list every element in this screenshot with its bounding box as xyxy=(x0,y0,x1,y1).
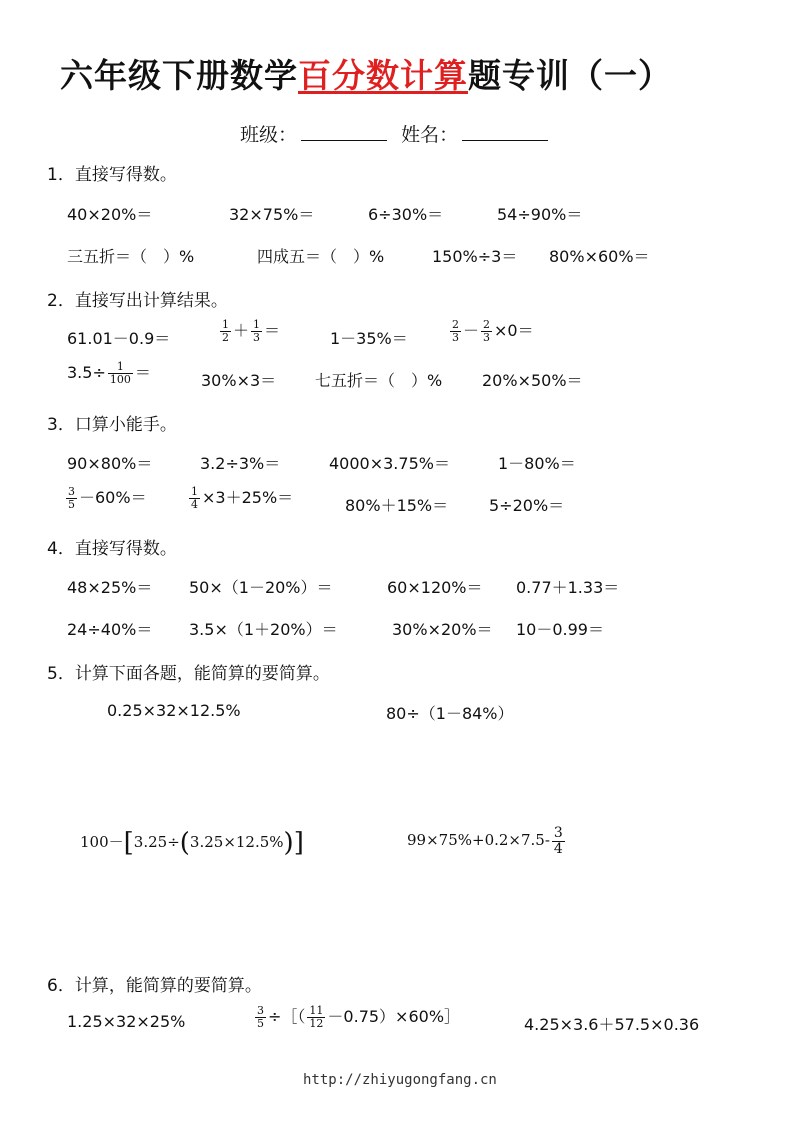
fraction xyxy=(251,319,262,343)
problem: 24÷40%＝ xyxy=(67,620,153,639)
fraction xyxy=(552,826,565,856)
denominator: 2 xyxy=(222,331,229,344)
name-label: 姓名： xyxy=(401,124,459,146)
footer-url[interactable]: http://zhiyugongfang.cn xyxy=(303,1072,497,1088)
problem: 6÷30%＝ xyxy=(368,205,444,224)
numerator: 1 xyxy=(116,360,124,374)
problem: 60×120%＝ xyxy=(387,578,483,597)
name-blank[interactable] xyxy=(462,123,548,141)
problem: 4000×3.75%＝ xyxy=(329,454,450,473)
section-5-heading: 5．计算下面各题，能简算的要简算。 xyxy=(47,664,330,684)
numerator: 1 xyxy=(222,318,229,332)
problem xyxy=(80,828,304,858)
problem: 150%÷3＝ xyxy=(432,247,518,266)
text: －0.75）×60%］ xyxy=(327,1007,461,1026)
denominator: 100 xyxy=(109,373,131,386)
numerator: 11 xyxy=(309,1004,324,1018)
denominator: 4 xyxy=(553,840,563,857)
left-paren: ( xyxy=(179,828,190,858)
operator: ＋ xyxy=(233,321,250,340)
prefix: 100－ xyxy=(80,833,124,851)
student-info xyxy=(240,120,556,147)
denominator: 5 xyxy=(68,498,75,511)
fraction xyxy=(66,486,77,510)
problem: 0.77＋1.33＝ xyxy=(516,578,620,597)
problem: 80%＋15%＝ xyxy=(345,496,449,515)
denominator: 12 xyxy=(309,1017,324,1030)
tail: －60%＝ xyxy=(79,488,147,507)
fraction-problem xyxy=(448,318,534,344)
section-4-heading: 4．直接写得数。 xyxy=(47,539,177,559)
text: ÷［（ xyxy=(268,1007,306,1026)
fraction-problem xyxy=(218,318,280,344)
problem: 三五折＝（ ）% xyxy=(67,247,195,266)
problem: 61.01－0.9＝ xyxy=(67,329,171,348)
problem: 80%×60%＝ xyxy=(549,247,650,266)
title-highlight: 百分数计算 xyxy=(298,56,468,95)
problem: 20%×50%＝ xyxy=(482,371,583,390)
problem: 80÷（1－84%） xyxy=(386,704,514,723)
fraction-problem xyxy=(64,485,147,511)
numerator: 1 xyxy=(253,318,261,332)
title-pre: 六年级下册数学 xyxy=(60,56,298,95)
tail: ×3＋25%＝ xyxy=(202,488,294,507)
problem: 54÷90%＝ xyxy=(497,205,583,224)
fraction xyxy=(220,319,231,343)
page-title xyxy=(60,50,672,97)
numerator: 2 xyxy=(483,318,491,332)
denominator: 3 xyxy=(452,331,459,344)
operator: － xyxy=(463,321,480,340)
section-2-heading: 2．直接写出计算结果。 xyxy=(47,291,228,311)
fraction-problem xyxy=(67,360,151,386)
problem: 5÷20%＝ xyxy=(489,496,565,515)
right-bracket: ] xyxy=(293,828,304,858)
denominator: 3 xyxy=(483,331,491,344)
problem: 1－35%＝ xyxy=(330,329,408,348)
problem: 10－0.99＝ xyxy=(516,620,604,639)
prefix: 99×75%+0.2×7.5- xyxy=(407,831,550,850)
fraction xyxy=(307,1005,325,1029)
problem: 四成五＝（ ）% xyxy=(257,247,385,266)
right-paren: ) xyxy=(283,828,294,858)
class-label: 班级： xyxy=(240,124,298,146)
problem: 七五折＝（ ）% xyxy=(315,371,443,390)
problem: 0.25×32×12.5% xyxy=(107,701,241,720)
problem: 30%×20%＝ xyxy=(392,620,493,639)
problem: 90×80%＝ xyxy=(67,454,153,473)
class-blank[interactable] xyxy=(301,123,387,141)
denominator: 4 xyxy=(191,498,198,511)
equals: ＝ xyxy=(134,363,151,382)
numerator: 3 xyxy=(68,485,75,499)
section-1-heading: 1．直接写得数。 xyxy=(47,165,177,185)
numerator: 3 xyxy=(553,825,563,841)
problem: 30%×3＝ xyxy=(201,371,277,390)
title-post: 题专训（一） xyxy=(468,56,672,95)
fraction xyxy=(108,361,133,385)
fraction-problem xyxy=(253,1004,460,1030)
equals: ＝ xyxy=(264,321,281,340)
inner-b: 3.25×12.5% xyxy=(189,833,284,851)
numerator: 3 xyxy=(257,1004,264,1018)
fraction xyxy=(450,319,461,343)
fraction-problem xyxy=(187,485,293,511)
problem: 32×75%＝ xyxy=(229,205,315,224)
prefix: 3.5÷ xyxy=(67,363,106,382)
problem: 48×25%＝ xyxy=(67,578,153,597)
section-3-heading: 3．口算小能手。 xyxy=(47,415,177,435)
denominator: 3 xyxy=(253,331,261,344)
fraction xyxy=(481,319,492,343)
fraction xyxy=(189,486,200,510)
problem: 1－80%＝ xyxy=(498,454,576,473)
problem: 1.25×32×25% xyxy=(67,1012,186,1031)
denominator: 5 xyxy=(257,1017,264,1030)
tail: ×0＝ xyxy=(494,321,534,340)
fraction xyxy=(255,1005,266,1029)
problem: 3.5×（1＋20%）＝ xyxy=(189,620,338,639)
problem: 50×（1－20%）＝ xyxy=(189,578,333,597)
numerator: 1 xyxy=(191,485,198,499)
section-6-heading: 6．计算，能简算的要简算。 xyxy=(47,976,262,996)
fraction-problem xyxy=(407,826,567,856)
inner-a: 3.25÷ xyxy=(133,833,180,851)
left-bracket: [ xyxy=(123,828,134,858)
problem: 40×20%＝ xyxy=(67,205,153,224)
problem: 4.25×3.6＋57.5×0.36 xyxy=(524,1015,700,1034)
numerator: 2 xyxy=(452,318,459,332)
problem: 3.2÷3%＝ xyxy=(200,454,281,473)
